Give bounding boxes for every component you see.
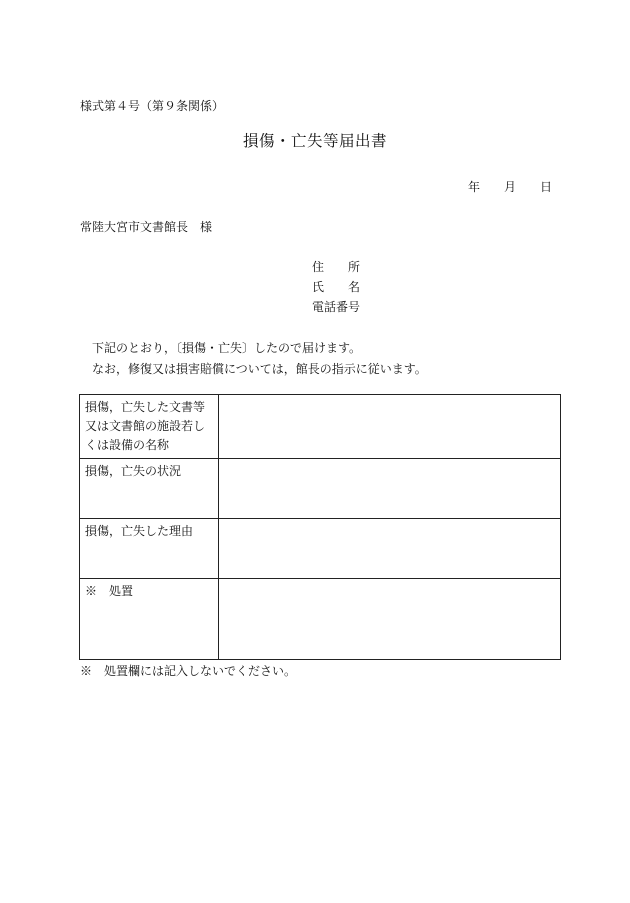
action-field [219,579,561,660]
date-year-label: 年 [468,180,481,194]
reason-label: 損傷，亡失した理由 [80,519,219,579]
form-number: 様式第４号（第９条関係） [80,99,225,113]
condition-label: 損傷，亡失の状況 [80,459,219,519]
action-label: ※ 処置 [80,579,219,660]
document-title: 損傷・亡失等届出書 [242,132,387,150]
footnote: ※ 処置欄には記入しないでください。 [80,664,297,678]
date-day-label: 日 [540,180,553,194]
sender-name-label: 氏 名 [312,280,361,294]
body-line-1: 下記のとおり，〔損傷・亡失〕したので届けます。 [92,341,362,355]
table-row [80,579,561,660]
date-month-label: 月 [504,180,517,194]
reason-field[interactable] [219,519,561,579]
sender-phone-label: 電話番号 [312,300,361,314]
addressee: 常陸大宮市文書館長 様 [80,220,213,234]
body-line-2: なお，修復又は損害賠償については，館長の指示に従います。 [92,362,427,376]
table-row [80,459,561,519]
item-name-label: 損傷，亡失した文書等又は文書館の施設若しくは設備の名称 [80,395,219,459]
table-row [80,395,561,459]
sender-address-label: 住 所 [312,260,361,274]
date-line [468,178,552,195]
body-text [80,338,427,380]
condition-field[interactable] [219,459,561,519]
item-name-field[interactable] [219,395,561,459]
details-table [79,394,561,660]
table-row [80,519,561,579]
